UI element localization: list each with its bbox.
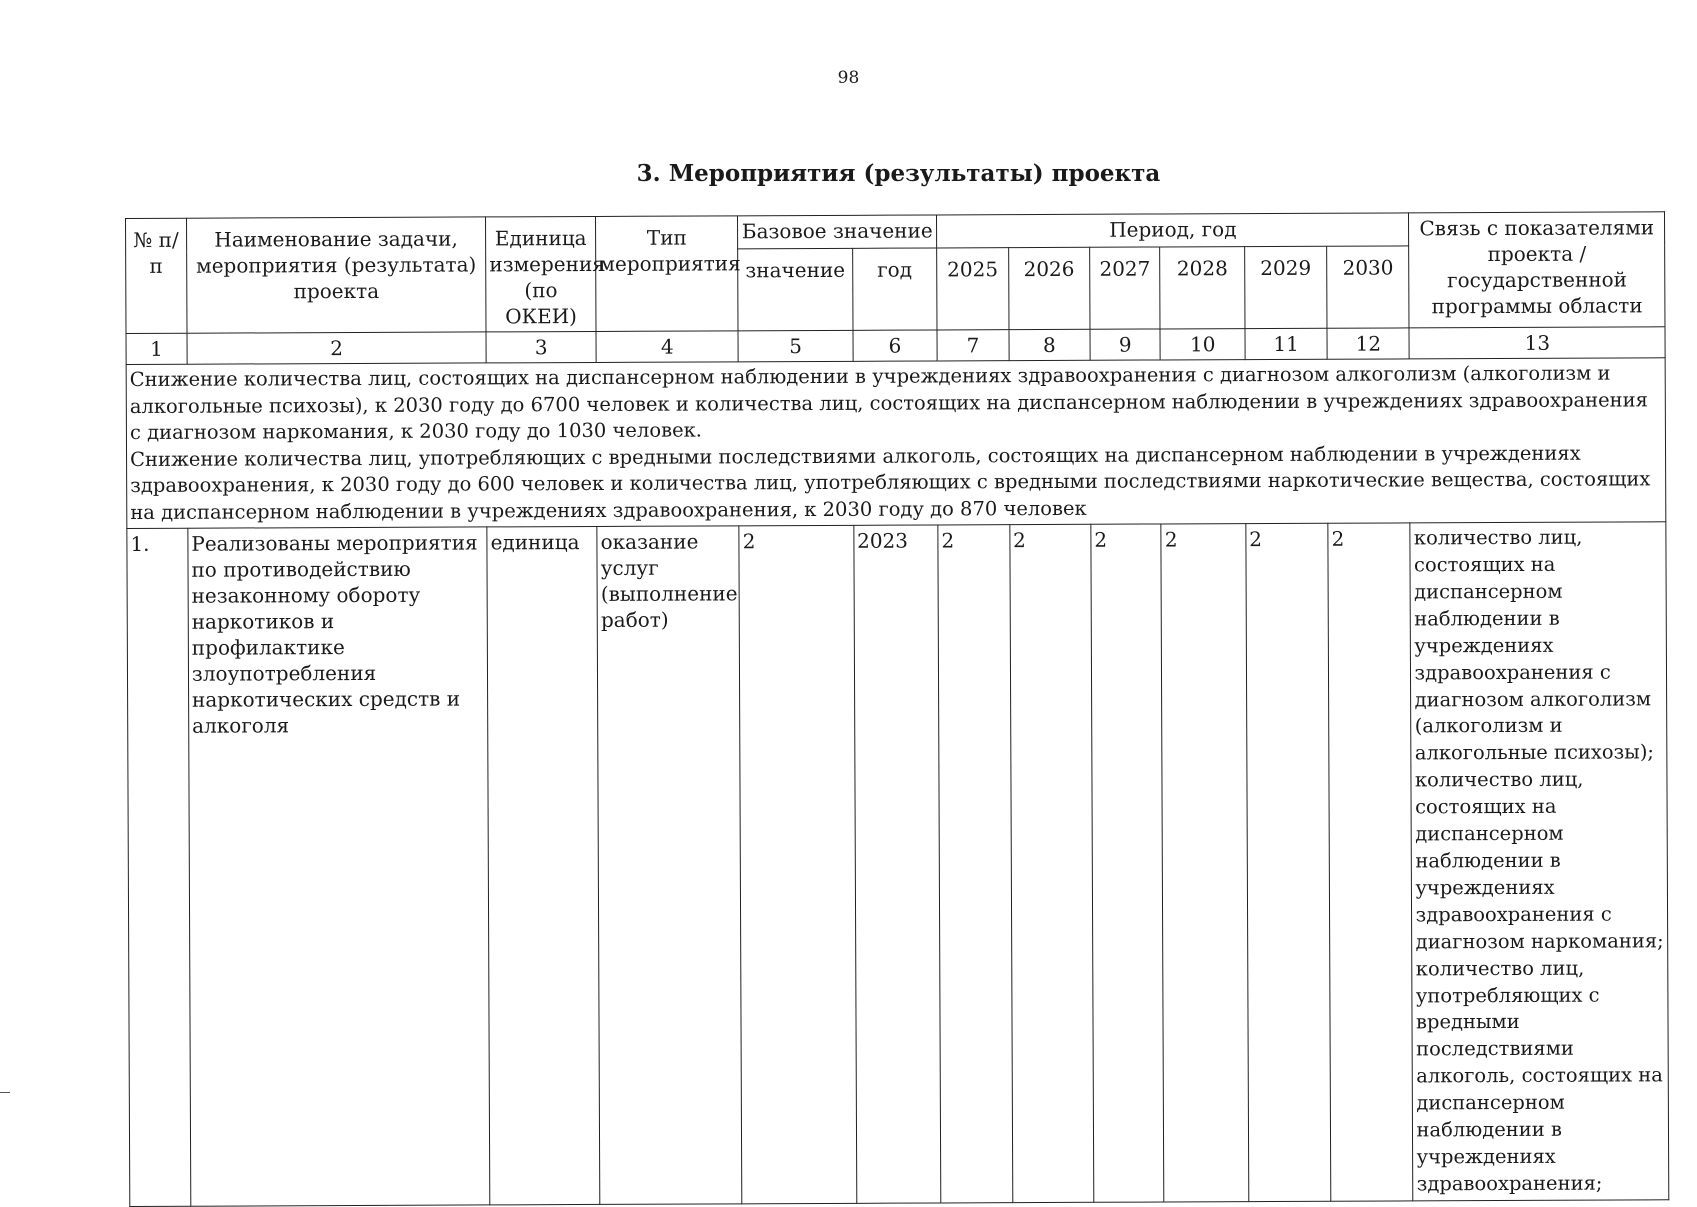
row-value-2029: 2 [1246, 523, 1331, 1201]
column-number: 13 [1409, 327, 1665, 359]
header-num: № п/п [126, 218, 187, 333]
row-value-2027: 2 [1091, 524, 1164, 1202]
column-number: 7 [937, 330, 1009, 361]
header-period: Период, год [937, 213, 1410, 248]
link-item: количество лиц, состоящих на диспансерном наблюдении в учреждениях здравоохранения с диагнозом алкоголизм (алкоголизм и алкогольные психозы); [1413, 525, 1655, 765]
row-base-value: 2 [739, 525, 856, 1203]
column-number: 1 [126, 333, 187, 364]
goal-cell [126, 358, 1666, 529]
header-year-2026: 2026 [1008, 247, 1090, 329]
row-name: Реализованы мероприятия по противодействию незаконному обороту наркотиков и профилактике злоупотребления наркотических средств и алкоголя [188, 527, 490, 1206]
goal-paragraph: Снижение количества лиц, состоящих на диспансерном наблюдении в учреждениях здравоохранения с диагнозом алкоголизм (алкоголизм и алкогольные психозы), к 2030 году до 6700 человек и количества лиц, состоящих на диспансерном наблюдении в учреждениях здравоохранения с диагнозом наркомания, к 2030 году до 1030 человек. [129, 361, 1648, 445]
row-links [1410, 522, 1668, 1201]
row-num: 1. [127, 528, 191, 1206]
column-number: 12 [1327, 328, 1409, 359]
column-number: 3 [486, 331, 596, 362]
header-year-2029: 2029 [1244, 246, 1327, 328]
table-row [127, 522, 1669, 1206]
row-unit: единица [487, 527, 600, 1205]
header-year-2028: 2028 [1160, 247, 1245, 329]
row-value-2025: 2 [938, 525, 1013, 1203]
header-year-2027: 2027 [1090, 247, 1161, 329]
page-number: 98 [837, 68, 860, 88]
row-base-year: 2023 [854, 525, 941, 1203]
margin-mark [0, 1092, 10, 1093]
goal-paragraph: Снижение количества лиц, употребляющих с вредными последствиями алкоголь, состоящих на диспансерном наблюдении в учреждениях здравоохранения, к 2030 году до 600 человек и количества лиц, употребляющих с вредными последствиями наркотические вещества, состоящих на диспансерном наблюдении в учреждениях здравоохранения, к 2030 году до 870 человек [130, 441, 1651, 524]
column-number: 6 [853, 330, 938, 361]
row-value-2030: 2 [1328, 523, 1413, 1201]
row-type: оказание услуг (выполнение работ) [597, 526, 742, 1204]
row-value-2026: 2 [1010, 524, 1094, 1202]
section-title: 3. Мероприятия (результаты) проекта [636, 160, 1161, 187]
column-number: 11 [1245, 328, 1327, 359]
row-value-2028: 2 [1161, 524, 1248, 1202]
header-year-2025: 2025 [937, 248, 1009, 330]
column-number: 4 [596, 331, 738, 363]
header-name: Наименование задачи, мероприятия (результата) проекта [186, 217, 486, 333]
header-row-1 [126, 212, 1665, 252]
activities-table [125, 211, 1669, 1206]
column-number: 8 [1009, 329, 1090, 360]
column-number: 2 [187, 332, 486, 364]
link-item: количество лиц, состоящих на диспансерном наблюдении в учреждениях здравоохранения с диагнозом наркомания; количество лиц, употребляющих с вредными последствиями алкоголь, состоящих на диспансерном наблюдении в учреждениях здравоохранения; [1414, 767, 1664, 1196]
header-year-2030: 2030 [1327, 246, 1410, 328]
header-links: Связь с показателями проекта / государственной программы области [1409, 212, 1665, 328]
header-base-value: значение [738, 248, 853, 330]
column-number: 5 [738, 330, 852, 361]
column-number: 9 [1090, 329, 1161, 360]
header-unit: Единица измерения (по ОКЕИ) [486, 216, 597, 331]
header-base: Базовое значение [738, 215, 937, 249]
column-number: 10 [1160, 329, 1245, 360]
header-type: Тип мероприятия [596, 216, 739, 332]
goal-row [126, 358, 1666, 529]
header-base-year: год [852, 248, 937, 330]
